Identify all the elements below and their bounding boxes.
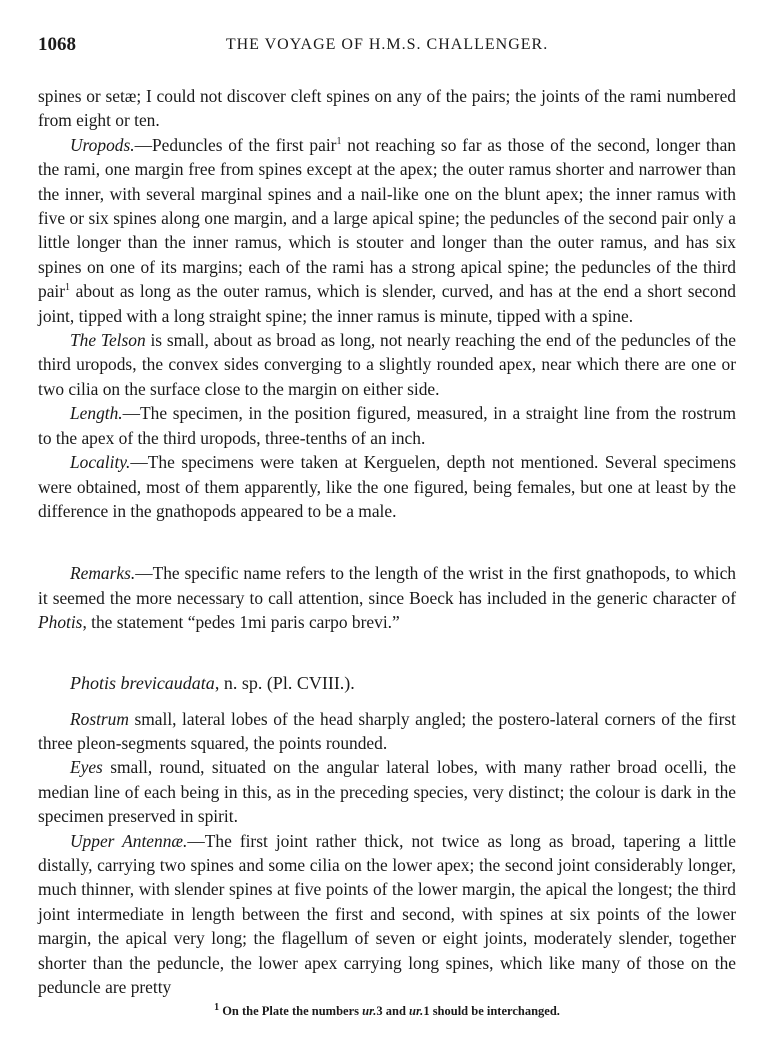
antennae-label: Upper Antennæ.	[70, 830, 188, 851]
paragraph-uropods	[38, 133, 736, 328]
remarks-text-2: , the statement “pedes 1mi paris carpo brevi.”	[82, 612, 400, 633]
page-header	[38, 34, 736, 64]
footnote-ref: 1	[65, 282, 71, 294]
page	[38, 34, 736, 1018]
paragraph-telson	[38, 328, 736, 401]
eyes-label: Eyes	[70, 757, 103, 778]
paragraph-remarks	[38, 561, 736, 634]
species-heading	[38, 671, 736, 695]
footnote-ur3-num: 3	[376, 1004, 383, 1018]
page-number: 1068	[38, 34, 76, 55]
uropods-text-1: —Peduncles of the first pair	[134, 134, 337, 155]
locality-text: —The specimens were taken at Kerguelen, depth not mentioned. Several specimens were obtained, most of them apparently, like the one figured, being females, but one at least by the difference in the gnathopods appeared to be a male.	[38, 452, 736, 521]
antennae-text: —The first joint rather thick, not twice as long as broad, tapering a little distally, carrying two spines and some cilia on the lower apex; the second joint considerably longer, much thinner, with slender spines at five points of the lower margin, the apical the longest; the third joint intermediate in length between the first and second, with spines at six points of the lower margin, the apical very long; the flagellum of seven or eight joints, moderately slender, together shorter than the peduncle, the lower apex carrying long spines, which like many of those on the peduncle are pretty	[38, 830, 736, 997]
body-text	[38, 84, 736, 999]
paragraph-continuation: spines or setæ; I could not discover cleft spines on any of the pairs; the joints of the rami numbered from eight or ten.	[38, 86, 736, 131]
footnote	[38, 1001, 736, 1019]
telson-label: The Telson	[70, 330, 146, 351]
footnote-ref: 1	[336, 136, 342, 148]
footnote-ur3: ur.	[362, 1004, 377, 1018]
rostrum-text: small, lateral lobes of the head sharply angled; the postero-lateral corners of the first three pleon-segments squared, the points rounded.	[38, 708, 736, 753]
species-name: Photis brevicaudata	[70, 672, 215, 693]
footnote-text-1: On the Plate the numbers	[219, 1004, 363, 1018]
uropods-text-3: about as long as the outer ramus, which is slender, curved, and has at the end a short second joint, tipped with a long straight spine; the inner ramus is minute, tipped with a spine.	[38, 281, 736, 326]
paragraph-locality	[38, 450, 736, 523]
footnote-text-3: should be interchanged.	[429, 1004, 560, 1018]
species-plate: , n. sp. (Pl. CVIII.).	[214, 672, 355, 693]
uropods-text-2: not reaching so far as those of the second, longer than the rami, one margin free from spines except at the apex; the outer ramus shorter and narrower than the inner, with several marginal spines and a nail-like one on the blunt apex; the inner ramus with five or six spines along one margin, and a large apical spine; the peduncles of the second pair only a little longer than the inner ramus, which is stouter and longer than the outer ramus, and has six spines on one of its margins; each of the rami has a strong apical spine; the peduncles of the third pair	[38, 134, 736, 302]
paragraph-rostrum	[38, 707, 736, 756]
footnote-marker: 1	[214, 1001, 220, 1013]
paragraph-length	[38, 401, 736, 450]
footnote-ur1-num: 1	[423, 1004, 430, 1018]
length-text: —The specimen, in the position figured, measured, in a straight line from the rostrum to the apex of the third uropods, three-tenths of an inch.	[38, 403, 736, 448]
footnote-text-2: and	[382, 1004, 410, 1018]
remarks-text-1: —The specific name refers to the length of the wrist in the first gnathopods, to which it seemed the more necessary to call attention, since Boeck has included in the generic character of	[38, 563, 736, 608]
remarks-label: Remarks.	[70, 563, 136, 584]
genus-name: Photis	[38, 612, 83, 633]
uropods-label: Uropods.	[70, 134, 135, 155]
rostrum-label: Rostrum	[70, 708, 129, 729]
length-label: Length.	[70, 403, 123, 424]
paragraph-upper-antennae	[38, 829, 736, 1000]
running-title: THE VOYAGE OF H.M.S. CHALLENGER.	[225, 36, 549, 53]
eyes-text: small, round, situated on the angular lateral lobes, with many rather broad ocelli, the median line of each being in this, as in the preceding species, very distinct; the colour is dark in the specimen preserved in spirit.	[38, 757, 736, 827]
locality-label: Locality.	[70, 452, 131, 473]
telson-text: is small, about as broad as long, not nearly reaching the end of the peduncles of the third uropods, the convex sides converging to a slightly rounded apex, near which there are one or two cilia on the surface close to the margin on either side.	[38, 330, 736, 399]
footnote-ur1: ur.	[409, 1004, 424, 1018]
paragraph-eyes	[38, 755, 736, 828]
